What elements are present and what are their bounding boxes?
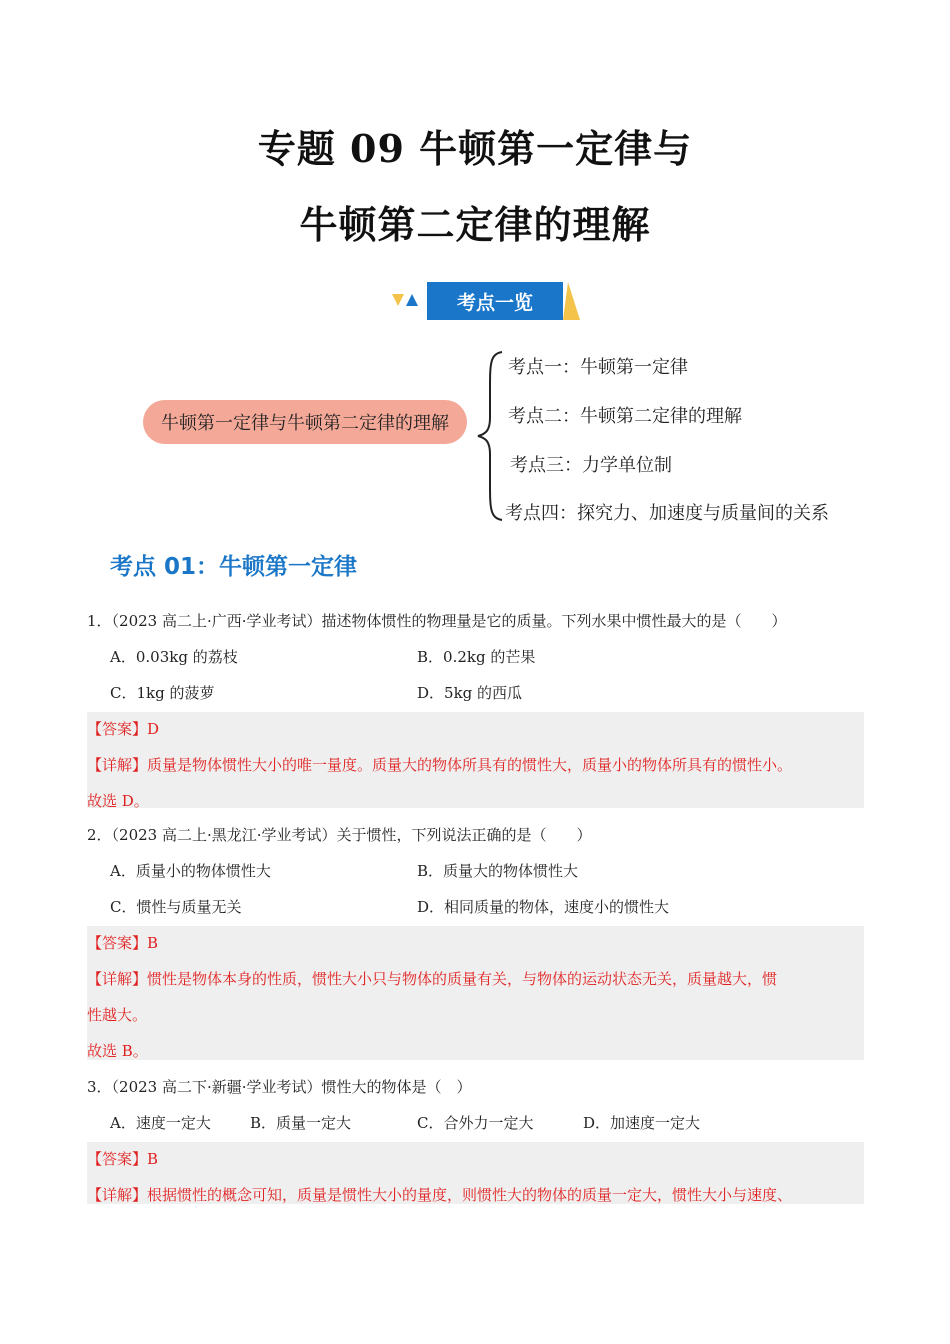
question-2-option-d: D．相同质量的物体，速度小的惯性大 [417, 898, 670, 916]
question-2-answer: 【答案】B [87, 934, 159, 952]
brace-icon [476, 350, 506, 522]
overview-banner-label: 考点一览 [427, 282, 563, 320]
section-heading: 考点 01：牛顿第一定律 [110, 554, 358, 580]
question-1-option-a: A．0.03kg 的荔枝 [110, 648, 238, 666]
page-title-line2: 牛顿第二定律的理解 [299, 202, 651, 247]
question-1-answer-box [87, 712, 864, 808]
question-3-answer-box [87, 1142, 864, 1204]
question-1-option-c: C．1kg 的菠萝 [110, 684, 215, 702]
overview-item-4: 考点四：探究力、加速度与质量间的关系 [505, 503, 829, 524]
question-1-detail-line-2: 故选 D。 [87, 792, 149, 810]
question-3-answer: 【答案】B [87, 1150, 159, 1168]
question-2-option-b: B．质量大的物体惯性大 [417, 862, 579, 880]
question-3-option-d: D．加速度一定大 [583, 1114, 701, 1132]
question-2-answer-box [87, 926, 864, 1060]
question-2-detail-line-2: 性越大。 [87, 1006, 148, 1024]
overview-banner [390, 280, 590, 324]
question-3-detail-line-1: 【详解】根据惯性的概念可知，质量是惯性大小的量度，则惯性大的物体的质量一定大，惯性大小与速度、 [87, 1186, 793, 1204]
page-title-line1: 专题 09 牛顿第一定律与 [257, 126, 693, 171]
question-1-option-b: B．0.2kg 的芒果 [417, 648, 536, 666]
question-2-detail-line-1: 【详解】惯性是物体本身的性质，惯性大小只与物体的质量有关，与物体的运动状态无关，质量越大，惯 [87, 970, 778, 988]
topic-pill: 牛顿第一定律与牛顿第二定律的理解 [143, 400, 467, 444]
question-1-answer: 【答案】D [87, 720, 160, 738]
question-2-detail-line-3: 故选 B。 [87, 1042, 148, 1060]
question-1-detail-line-1: 【详解】质量是物体惯性大小的唯一量度。质量大的物体所具有的惯性大，质量小的物体所具有的惯性小。 [87, 756, 793, 774]
question-2-option-c: C．惯性与质量无关 [110, 898, 242, 916]
question-2-stem: 2．（2023 高二上·黑龙江·学业考试）关于惯性，下列说法正确的是（ ） [87, 826, 592, 844]
question-3-option-a: A．速度一定大 [110, 1114, 211, 1132]
question-3-option-c: C．合外力一定大 [417, 1114, 534, 1132]
question-2-option-a: A．质量小的物体惯性大 [110, 862, 271, 880]
overview-item-3: 考点三：力学单位制 [510, 455, 672, 476]
overview-item-2: 考点二：牛顿第二定律的理解 [508, 406, 742, 427]
question-3-option-b: B．质量一定大 [250, 1114, 352, 1132]
question-3-stem: 3．（2023 高二下·新疆·学业考试）惯性大的物体是（ ） [87, 1078, 472, 1096]
question-1-option-d: D．5kg 的西瓜 [417, 684, 523, 702]
overview-item-1: 考点一：牛顿第一定律 [508, 357, 688, 378]
question-1-stem: 1．（2023 高二上·广西·学业考试）描述物体惯性的物理量是它的质量。下列水果中惯性最大的是（ ） [87, 612, 787, 630]
